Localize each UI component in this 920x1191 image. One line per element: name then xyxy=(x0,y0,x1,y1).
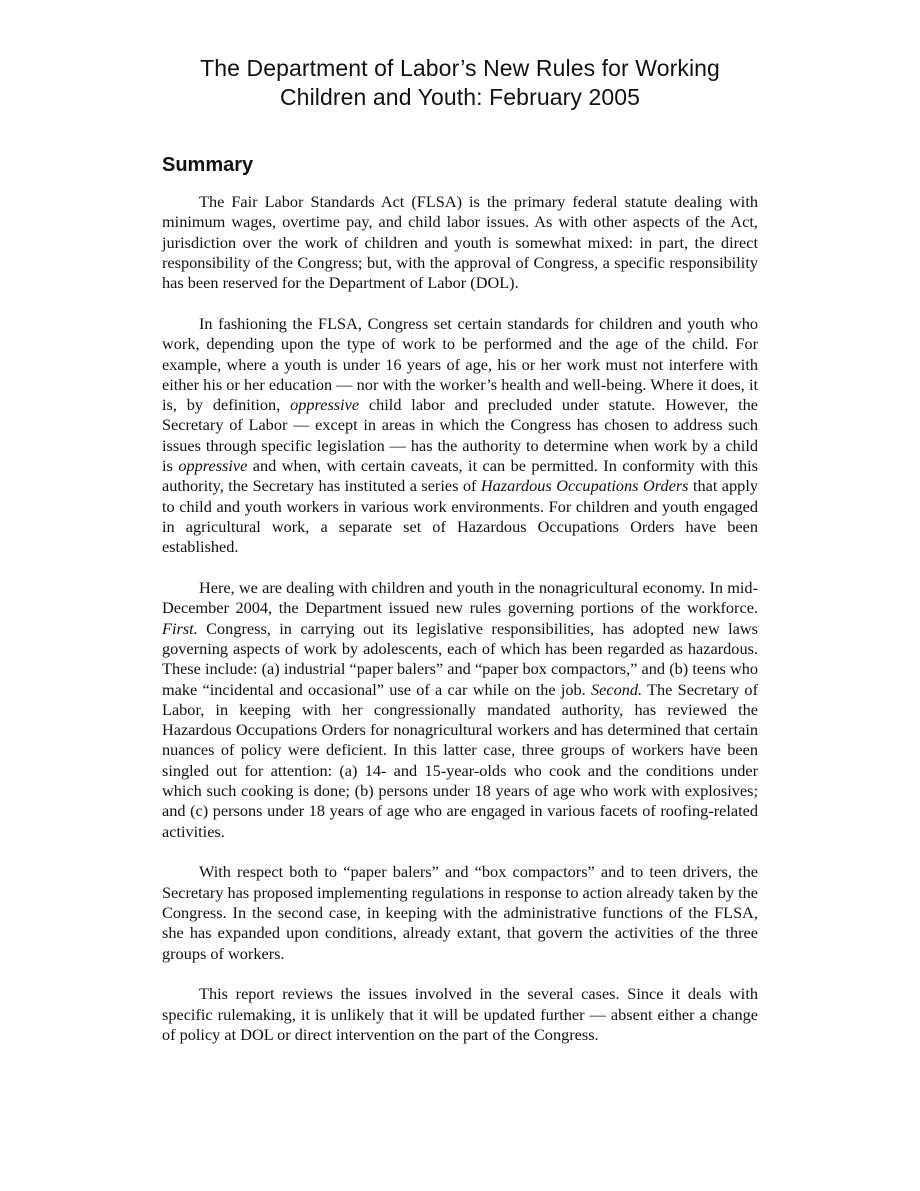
p3-text-b: Congress, in carrying out its legislative responsibilities, has adopted new laws governing aspects of work by adolescents, each of which has been regarded as hazardous. These include: (a) industrial “paper balers” and “paper box compactors,” and (b) teens who make “incidental and occasional” use of a car while on the job. xyxy=(162,618,758,699)
summary-paragraph-5: This report reviews the issues involved in the several cases. Since it deals with specific rulemaking, it is unlikely that it will be updated further — absent either a change of policy at DOL or direct intervention on the part of the Congress. xyxy=(162,984,758,1044)
p2-text-d: that apply to child and youth workers in various work environments. For children and youth engaged in agricultural work, a separate set of Hazardous Occupations Orders have been established. xyxy=(162,476,758,557)
p2-emphasis-oppressive-1: oppressive xyxy=(290,395,360,415)
title-line-2: Children and Youth: February 2005 xyxy=(279,84,641,110)
summary-paragraph-3 xyxy=(162,578,758,842)
title-line-1: The Department of Labor’s New Rules for Working xyxy=(200,55,720,81)
p2-emphasis-hazardous-orders: Hazardous Occupations Orders xyxy=(480,476,689,496)
p2-text-a: In fashioning the FLSA, Congress set certain standards for children and youth who work, depending upon the type of work to be performed and the age of the child. For example, where a youth is under 16 years of age, his or her work must not interfere with either his or her education — nor with the worker’s health and well-being. Where it does, it is, by definition, xyxy=(162,313,758,415)
document-title xyxy=(162,54,758,112)
p3-emphasis-second: Second. xyxy=(591,679,643,699)
summary-heading: Summary xyxy=(162,154,254,176)
p3-text-a: Here, we are dealing with children and youth in the nonagricultural economy. In mid-December 2004, the Department issued new rules governing portions of the workforce. xyxy=(162,578,758,618)
summary-paragraph-2 xyxy=(162,314,758,558)
p3-emphasis-first: First. xyxy=(162,618,198,638)
summary-paragraph-1: The Fair Labor Standards Act (FLSA) is the primary federal statute dealing with minimum wages, overtime pay, and child labor issues. As with other aspects of the Act, jurisdiction over the work of children and youth is somewhat mixed: in part, the direct responsibility of the Congress; but, with the approval of Congress, a specific responsibility has been reserved for the Department of Labor (DOL). xyxy=(162,192,758,293)
p2-emphasis-oppressive-2: oppressive xyxy=(178,456,248,476)
summary-paragraph-4: With respect both to “paper balers” and “box compactors” and to teen drivers, the Secretary has proposed implementing regulations in response to action already taken by the Congress. In the second case, in keeping with the administrative functions of the FLSA, she has expanded upon conditions, already extant, that govern the activities of the three groups of workers. xyxy=(162,862,758,963)
document-page xyxy=(162,54,758,1045)
p3-text-c: The Secretary of Labor, in keeping with her congressionally mandated authority, has reviewed the Hazardous Occupations Orders for nonagricultural workers and has determined that certain nuances of policy were deficient. In this latter case, three groups of workers have been singled out for attention: (a) 14- and 15-year-olds who cook and the conditions under which such cooking is done; (b) persons under 18 years of age who work with explosives; and (c) persons under 18 years of age who are engaged in various facets of roofing-related activities. xyxy=(162,679,758,841)
p2-text-b: child labor and precluded under statute. However, the Secretary of Labor — except in areas in which the Congress has chosen to address such issues through specific legislation — has the authority to determine when work by a child is xyxy=(162,395,759,476)
p2-text-c: and when, with certain caveats, it can be permitted. In conformity with this authority, the Secretary has instituted a series of xyxy=(162,456,758,496)
